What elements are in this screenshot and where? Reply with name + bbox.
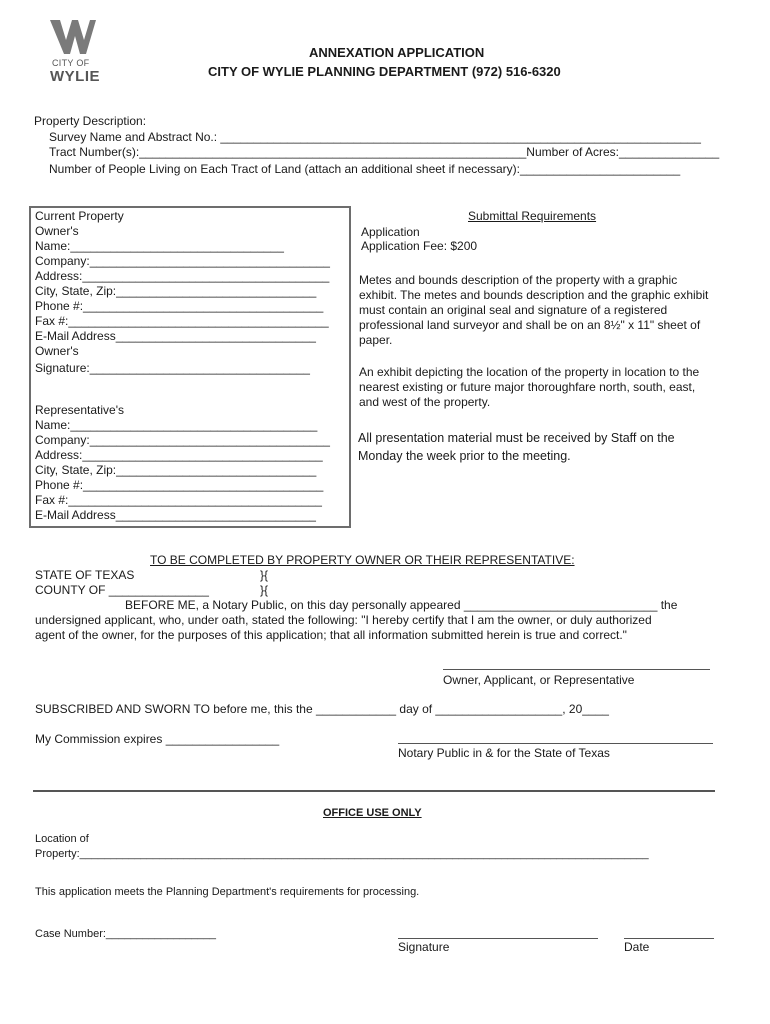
office-date-label: Date [624,940,650,954]
application-label: Application [361,225,420,239]
form-title: ANNEXATION APPLICATION [309,45,485,60]
county-brace: }{ [260,583,269,597]
presentation-requirement: All presentation material must be received by Staff on the Monday the week prior to the meeting. [358,431,675,463]
people-count-field[interactable]: Number of People Living on Each Tract of Land (attach an additional sheet if necessary):________________________ [49,162,681,176]
metes-bounds-requirement: Metes and bounds description of the property with a graphic exhibit. The metes and bounds description and the graphic exhibit must contain an original seal and signature of a registered professional land surveyor and shall be on an 8½" x 11" sheet of paper. [359,273,709,347]
representative-heading: Representative's [35,403,125,417]
owner-fax-field[interactable]: Fax #:_______________________________________ [35,314,329,328]
representative-info-section [35,403,330,523]
commission-expires-field[interactable]: My Commission expires _________________ [35,732,280,746]
rep-email-field[interactable]: E-Mail Address______________________________ [35,508,316,522]
logo-wylie-text: WYLIE [50,68,100,85]
oath-statement-line1: undersigned applicant, who, under oath, stated the following: "I hereby certify that I am the owner, or duly authorized [35,613,652,627]
section-divider [33,790,715,792]
owner-name-field[interactable]: Name:________________________________ [35,239,284,253]
rep-name-field[interactable]: Name:_____________________________________ [35,418,318,432]
office-date-line[interactable] [624,938,714,939]
location-property-field[interactable]: Property:_____________________________________________________________________________________________ [35,848,649,860]
notary-signature-line[interactable] [398,743,713,744]
state-of-texas: STATE OF TEXAS [35,568,135,582]
subscribed-sworn-statement[interactable]: SUBSCRIBED AND SWORN TO before me, this the ____________ day of ___________________, 20____ [35,702,609,716]
state-brace: }{ [260,568,269,582]
owner-signature-field[interactable]: Signature:_________________________________ [35,361,310,375]
application-fee: Application Fee: $200 [361,239,478,253]
tract-number-field[interactable]: Tract Number(s):__________________________________________________________Number of Acres:_______________ [49,145,720,159]
location-of-label: Location of [35,833,89,845]
office-use-heading: OFFICE USE ONLY [323,807,422,819]
exhibit-requirement: An exhibit depicting the location of the property in location to the nearest existing or future major thoroughfare north, south, east, and west of the property. [359,365,700,409]
owner-company-field[interactable]: Company:____________________________________ [35,254,330,268]
rep-company-field[interactable]: Company:____________________________________ [35,433,330,447]
requirements-met-statement: This application meets the Planning Department's requirements for processing. [35,886,420,898]
owner-line: Current Property [35,209,124,223]
logo-city-text: CITY OF [52,58,90,68]
before-me-statement[interactable]: BEFORE ME, a Notary Public, on this day personally appeared _____________________________ the [125,598,678,612]
survey-name-field[interactable]: Survey Name and Abstract No.: ________________________________________________________________________ [49,130,701,144]
rep-phone-field[interactable]: Phone #:____________________________________ [35,478,324,492]
rep-address-field[interactable]: Address:____________________________________ [35,448,323,462]
office-signature-label: Signature [398,940,450,954]
city-of-wylie-logo [48,18,104,86]
rep-city-state-zip-field[interactable]: City, State, Zip:______________________________ [35,463,317,477]
office-signature-line[interactable] [398,938,598,939]
owner-info-section [35,209,330,376]
wylie-w-icon [48,18,98,58]
owner-phone-field[interactable]: Phone #:____________________________________ [35,299,324,313]
owner-signature-label: Owner, Applicant, or Representative [443,673,635,687]
notary-public-label: Notary Public in & for the State of Texas [398,746,610,760]
owner-line: Owner's [35,224,79,238]
oath-statement-line2: agent of the owner, for the purposes of this application; that all information submitted herein is true and correct." [35,628,627,642]
form-subtitle: CITY OF WYLIE PLANNING DEPARTMENT (972) 516-6320 [208,64,561,79]
owner-address-field[interactable]: Address:_____________________________________ [35,269,330,283]
property-description-heading: Property Description: [34,114,147,128]
owner-city-state-zip-field[interactable]: City, State, Zip:______________________________ [35,284,317,298]
submittal-requirements-heading: Submittal Requirements [468,209,597,223]
owner-email-field[interactable]: E-Mail Address______________________________ [35,329,316,343]
owner-signature-line[interactable] [443,669,710,670]
county-field[interactable]: COUNTY OF _______________ [35,583,209,597]
case-number-field[interactable]: Case Number:__________________ [35,928,217,940]
owner-line: Owner's [35,344,79,358]
rep-fax-field[interactable]: Fax #:______________________________________ [35,493,322,507]
notary-heading: TO BE COMPLETED BY PROPERTY OWNER OR THEIR REPRESENTATIVE: [150,553,575,567]
